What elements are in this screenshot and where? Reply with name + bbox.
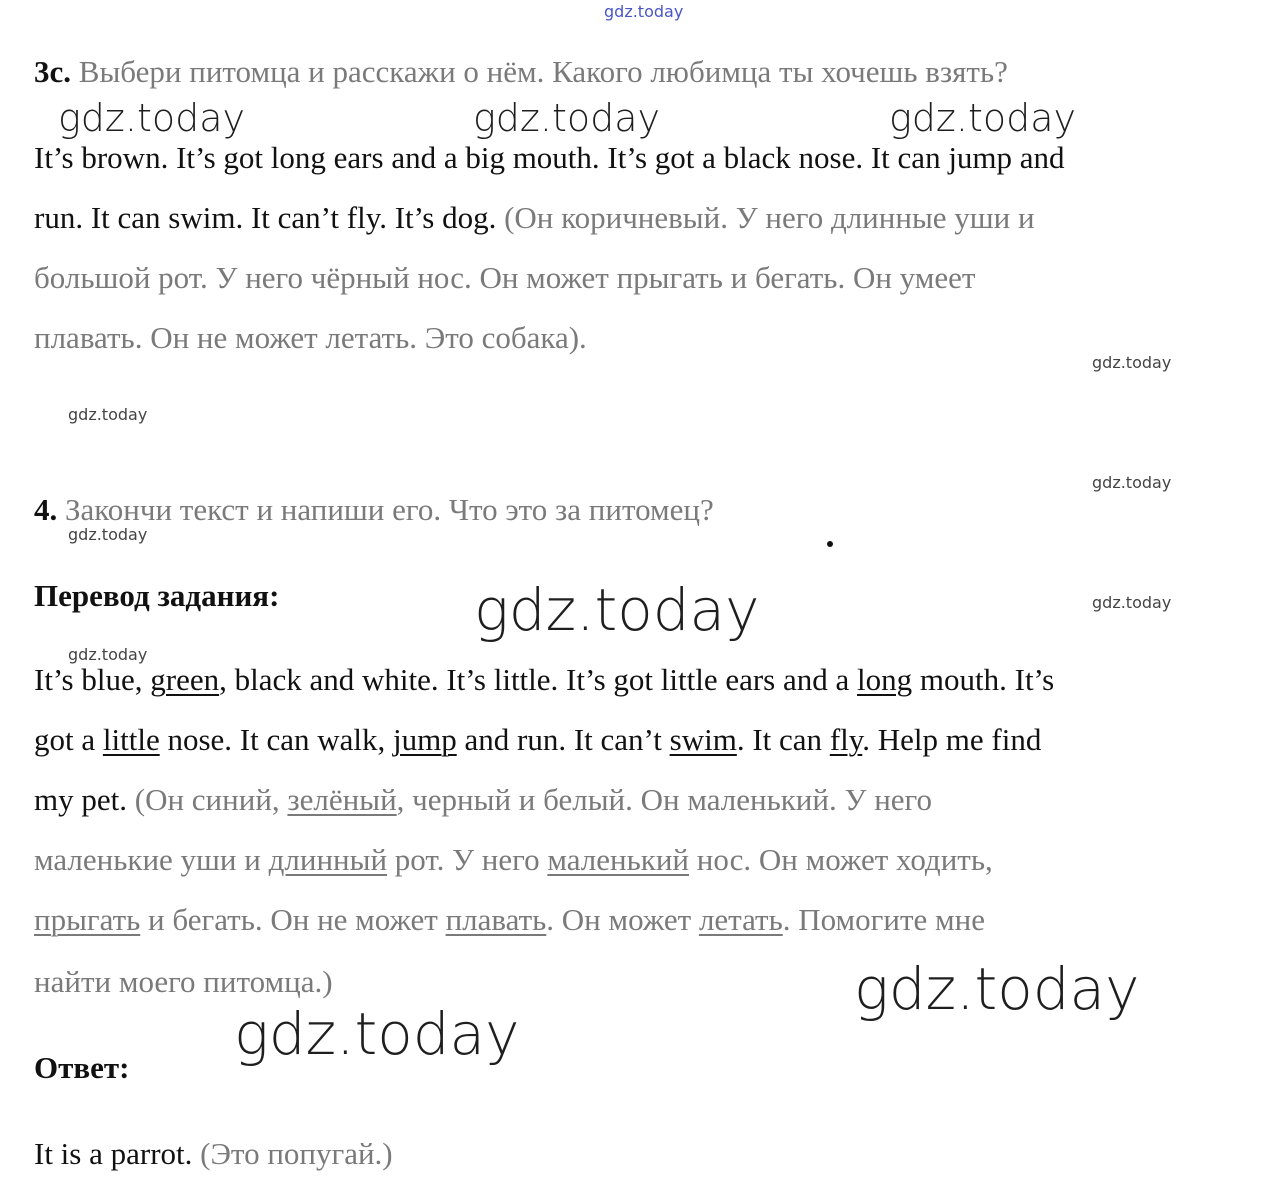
text-span: и бегать. Он не может <box>140 902 446 937</box>
text-span: got a <box>34 722 103 757</box>
task-4-heading <box>34 490 714 530</box>
text-line <box>34 780 932 820</box>
watermark: gdz.today <box>473 96 660 140</box>
english-text: my pet. <box>34 782 127 817</box>
answer-heading: Ответ: <box>34 1050 130 1085</box>
text-span: . Помогите мне <box>782 902 985 937</box>
translation-line <box>34 900 985 940</box>
translation-line <box>34 840 993 880</box>
text-span: . Help me find <box>862 722 1042 757</box>
watermark: gdz.today <box>854 955 1140 1023</box>
underlined-word: плавать <box>445 902 547 937</box>
watermark: gdz.today <box>1092 593 1172 612</box>
task-number: 3с. <box>34 54 72 89</box>
watermark-top: gdz.today <box>604 2 684 21</box>
answer-line <box>34 1134 393 1174</box>
task-instruction: Закончи текст и напиши его. Что это за питомец? <box>65 492 714 527</box>
watermark: gdz.today <box>1092 473 1172 492</box>
watermark: gdz.today <box>68 525 148 544</box>
translation-text: (Он коричневый. У него длинные уши и <box>496 200 1035 235</box>
text-span: , black and white. It’s little. It’s got little ears and a <box>219 662 858 697</box>
text-span: . Он может <box>546 902 699 937</box>
answer-text: It is a parrot. <box>34 1136 193 1171</box>
underlined-word: зелёный <box>287 782 397 817</box>
text-line <box>34 198 1035 238</box>
watermark: gdz.today <box>1092 353 1172 372</box>
underlined-word: green <box>150 662 220 697</box>
translation-line: найти моего питомца.) <box>34 964 333 999</box>
text-span: It’s blue, <box>34 662 151 697</box>
translation-text: (Он синий, <box>127 782 288 817</box>
answer-translation: (Это попугай.) <box>192 1136 393 1171</box>
translation-line: плавать. Он не может летать. Это собака). <box>34 320 587 355</box>
text-line <box>34 660 1054 700</box>
text-line: It’s brown. It’s got long ears and a big mouth. It’s got a black nose. It can jump and <box>34 140 1065 175</box>
translation-line: большой рот. У него чёрный нос. Он может прыгать и бегать. Он умеет <box>34 260 976 295</box>
text-span: рот. У него <box>387 842 548 877</box>
underlined-word: длинный <box>268 842 388 877</box>
text-span: and run. It can’t <box>456 722 670 757</box>
watermark: gdz.today <box>474 576 760 644</box>
watermark: gdz.today <box>58 96 245 140</box>
task-instruction: Выбери питомца и расскажи о нём. Какого любимца ты хочешь взять? <box>78 54 1008 89</box>
watermark: gdz.today <box>889 96 1076 140</box>
underlined-word: прыгать <box>34 902 141 937</box>
text-span: маленькие уши и <box>34 842 269 877</box>
underlined-word: летать <box>698 902 783 937</box>
text-span: nose. It can walk, <box>159 722 393 757</box>
underlined-word: long <box>857 662 913 697</box>
translation-heading: Перевод задания: <box>34 578 280 613</box>
watermark: gdz.today <box>68 405 148 424</box>
text-line <box>34 720 1041 760</box>
task-3c-heading <box>34 52 1008 92</box>
underlined-word: little <box>102 722 160 757</box>
english-text: run. It can swim. It can’t fly. It’s dog. <box>34 200 497 235</box>
text-span: нос. Он может ходить, <box>689 842 993 877</box>
underlined-word: fly <box>829 722 863 757</box>
translation-text: , черный и белый. Он маленький. У него <box>396 782 932 817</box>
task-number: 4. <box>34 492 58 527</box>
underlined-word: маленький <box>547 842 689 877</box>
underlined-word: swim <box>669 722 737 757</box>
underlined-word: jump <box>393 722 457 757</box>
watermark: gdz.today <box>68 645 148 664</box>
text-span: mouth. It’s <box>912 662 1055 697</box>
ink-dot <box>827 541 833 547</box>
watermark: gdz.today <box>234 1000 520 1068</box>
text-span: . It can <box>736 722 830 757</box>
